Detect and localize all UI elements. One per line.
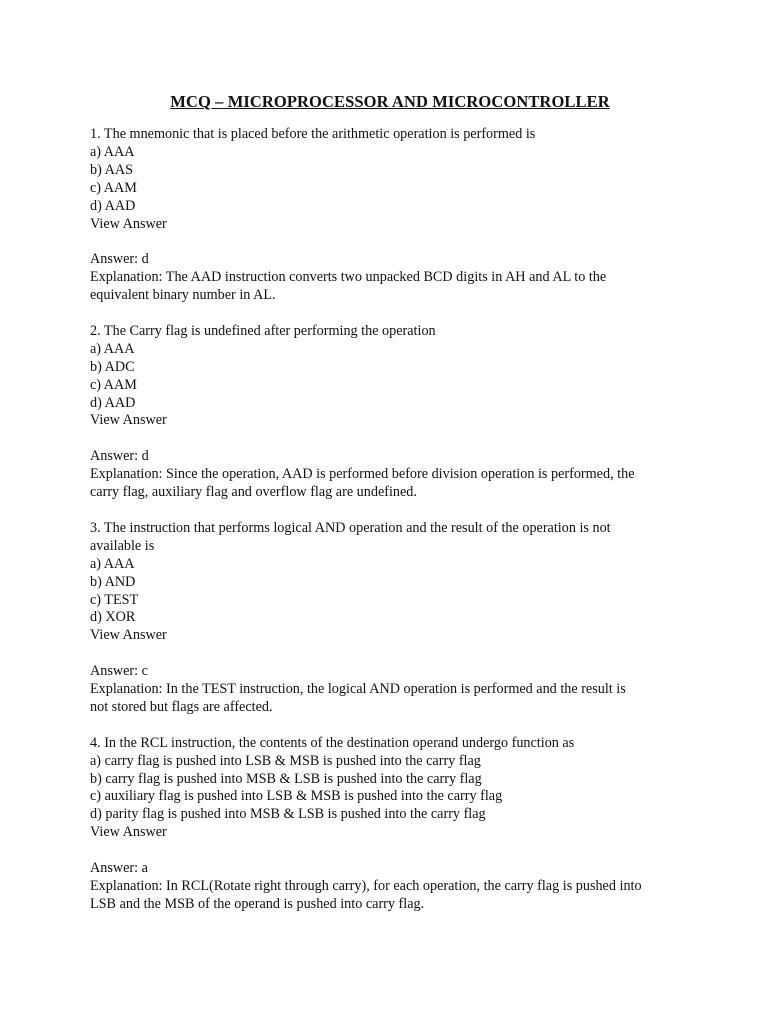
spacer bbox=[90, 645, 690, 663]
question-stem: 2. The Carry flag is undefined after performing the operation bbox=[90, 322, 436, 339]
explanation-line: Explanation: In the TEST instruction, the logical AND operation is performed and the result is bbox=[90, 681, 626, 698]
document-page bbox=[90, 92, 690, 932]
explanation-line: Explanation: The AAD instruction converts two unpacked BCD digits in AH and AL to the bbox=[90, 269, 607, 286]
explanation-line: Explanation: In RCL(Rotate right through carry), for each operation, the carry flag is pushed into bbox=[90, 877, 642, 894]
option-c: c) AAM bbox=[90, 179, 137, 196]
option-b: b) carry flag is pushed into MSB & LSB is pushed into the carry flag bbox=[90, 770, 482, 787]
explanation-line: Explanation: Since the operation, AAD is performed before division operation is performed, the bbox=[90, 466, 635, 483]
option-c: c) AAM bbox=[90, 376, 137, 393]
page-title: MCQ – MICROPROCESSOR AND MICROCONTROLLER bbox=[170, 92, 610, 111]
option-b: b) AAS bbox=[90, 161, 133, 178]
question-stem: 3. The instruction that performs logical AND operation and the result of the operation is not bbox=[90, 519, 611, 536]
view-answer-link[interactable]: View Answer bbox=[90, 215, 167, 232]
option-d: d) AAD bbox=[90, 197, 136, 214]
answer-text: Answer: c bbox=[90, 663, 148, 680]
question-block bbox=[90, 520, 690, 717]
answer-text: Answer: d bbox=[90, 251, 149, 268]
question-block bbox=[90, 323, 690, 502]
option-d: d) parity flag is pushed into MSB & LSB is pushed into the carry flag bbox=[90, 806, 486, 823]
spacer bbox=[90, 233, 690, 251]
spacer bbox=[90, 842, 690, 860]
option-b: b) ADC bbox=[90, 358, 135, 375]
option-b: b) AND bbox=[90, 573, 136, 590]
answer-text: Answer: a bbox=[90, 860, 148, 877]
explanation-line: equivalent binary number in AL. bbox=[90, 287, 276, 304]
option-a: a) carry flag is pushed into LSB & MSB is pushed into the carry flag bbox=[90, 752, 481, 769]
answer-text: Answer: d bbox=[90, 448, 149, 465]
question-block bbox=[90, 735, 690, 914]
question-stem: 1. The mnemonic that is placed before the arithmetic operation is performed is bbox=[90, 126, 536, 142]
question-block bbox=[90, 126, 690, 305]
explanation-line: LSB and the MSB of the operand is pushed into carry flag. bbox=[90, 895, 425, 912]
view-answer-link[interactable]: View Answer bbox=[90, 412, 167, 429]
spacer bbox=[90, 430, 690, 448]
view-answer-link[interactable]: View Answer bbox=[90, 627, 167, 644]
option-a: a) AAA bbox=[90, 340, 135, 357]
option-a: a) AAA bbox=[90, 143, 135, 160]
question-stem: available is bbox=[90, 537, 155, 554]
option-d: d) XOR bbox=[90, 609, 136, 626]
view-answer-link[interactable]: View Answer bbox=[90, 824, 167, 841]
option-c: c) TEST bbox=[90, 591, 139, 608]
explanation-line: not stored but flags are affected. bbox=[90, 698, 273, 715]
option-a: a) AAA bbox=[90, 555, 135, 572]
option-d: d) AAD bbox=[90, 394, 136, 411]
option-c: c) auxiliary flag is pushed into LSB & MSB is pushed into the carry flag bbox=[90, 788, 503, 805]
explanation-line: carry flag, auxiliary flag and overflow flag are undefined. bbox=[90, 484, 417, 501]
question-stem: 4. In the RCL instruction, the contents of the destination operand undergo function as bbox=[90, 734, 575, 751]
